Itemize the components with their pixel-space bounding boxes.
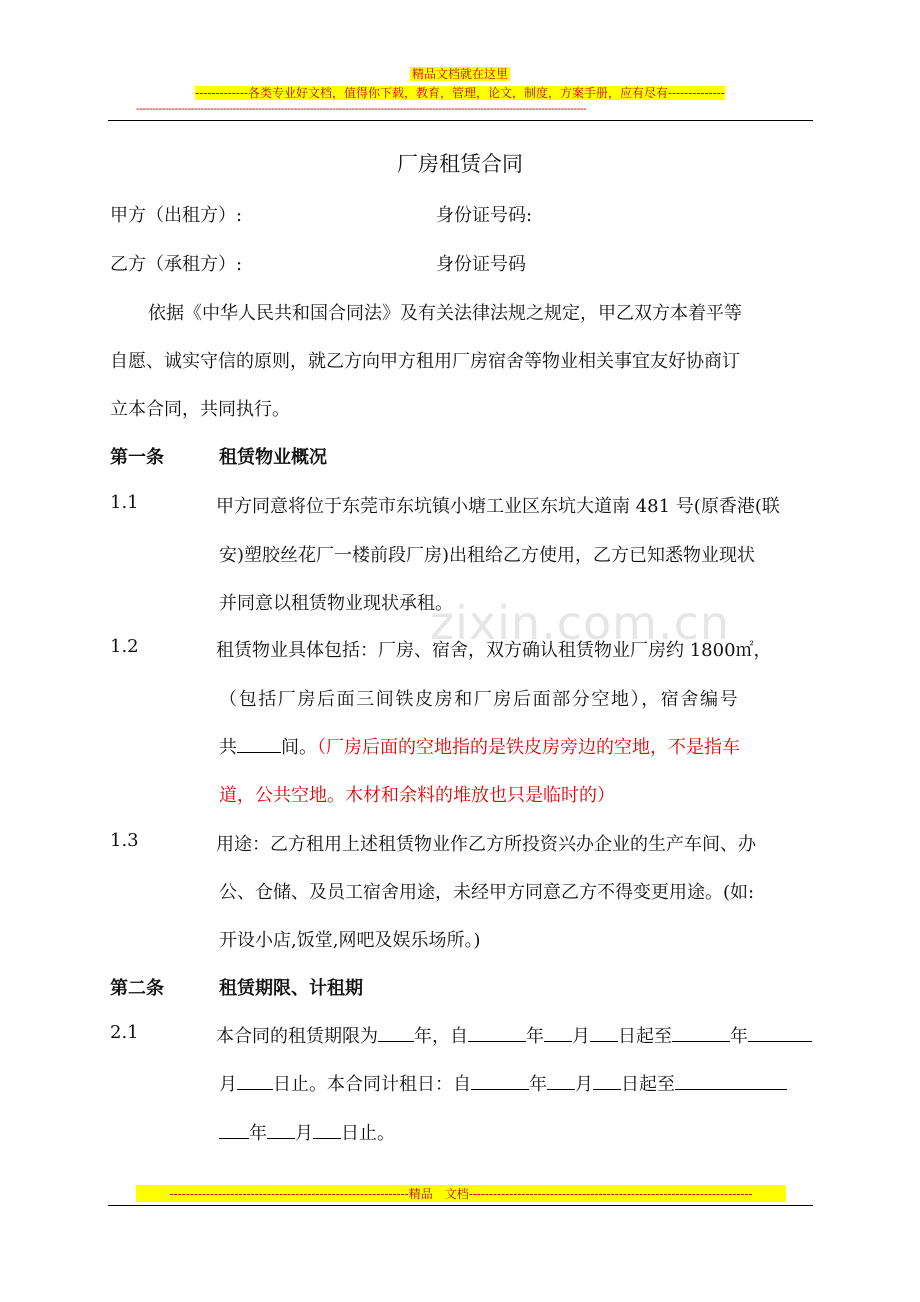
year-label: 年	[730, 1026, 748, 1047]
month-label: 月	[219, 1074, 237, 1095]
clause-1-3-number: 1.3	[110, 830, 139, 851]
clause-1-2-number: 1.2	[110, 636, 139, 657]
footer-banner: -----------------------------------------------------------精品 文档----------------------------------------------------------------------	[136, 1185, 786, 1205]
month-label: 月	[575, 1074, 593, 1095]
clause-1-2-line-3-prefix: 共	[219, 737, 237, 758]
clause-1-2-line-3-suffix: 间。	[281, 737, 317, 758]
month-label: 月	[295, 1123, 313, 1144]
clause-1-2-note-2: 道，公共空地。木材和余料的堆放也只是临时的）	[219, 785, 615, 806]
intro-line-1: 依据《中华人民共和国合同法》及有关法律法规之规定，甲乙双方本着平等	[148, 303, 742, 324]
intro-line-2: 自愿、诚实守信的原则，就乙方向甲方租用厂房宿舍等物业相关事宜友好协商订	[110, 351, 740, 372]
clause-1-2-line-2: （包括厂房后面三间铁皮房和厂房后面部分空地），宿舍编号	[219, 689, 740, 710]
rent-start-month-blank[interactable]	[547, 1071, 575, 1090]
end-day-blank[interactable]	[237, 1071, 273, 1090]
header-rule	[108, 120, 813, 121]
party-b-label: 乙方（承租方）:	[110, 254, 243, 275]
party-b-id-label: 身份证号码	[436, 254, 526, 275]
start-year-blank[interactable]	[468, 1023, 526, 1042]
rent-end-day-blank[interactable]	[313, 1120, 341, 1139]
clause-2-1-line-3	[219, 1119, 395, 1145]
article-2-number: 第二条	[110, 978, 164, 999]
start-month-blank[interactable]	[544, 1023, 572, 1042]
header-banner-title: 精品文档就在这里	[411, 67, 508, 81]
party-a-id-label: 身份证号码:	[436, 205, 533, 226]
end-label: 日止。	[341, 1123, 395, 1144]
rent-end-blank[interactable]	[675, 1071, 787, 1090]
clause-1-3-line-1: 用途：乙方租用上述租赁物业作乙方所投资兴办企业的生产车间、办	[216, 834, 756, 855]
clause-1-1-number: 1.1	[110, 492, 139, 513]
party-a-label: 甲方（出租方）:	[110, 205, 243, 226]
lease-term-label: 本合同的租赁期限为	[216, 1026, 378, 1047]
article-2-title: 租赁期限、计租期	[219, 978, 363, 999]
from-label: 年，自	[414, 1026, 468, 1047]
document-title: 厂房租赁合同	[397, 152, 523, 176]
year-label: 年	[526, 1026, 544, 1047]
footer-rule	[108, 1205, 813, 1206]
header-banner-subtitle: -------------各类专业好文档，值得你下载，教育，管理，论文，制度，方案手册，应有尽有--------------	[195, 86, 725, 100]
watermark: zixin.com.cn	[430, 596, 731, 650]
end-year-blank[interactable]	[672, 1023, 730, 1042]
dorm-count-blank[interactable]	[237, 734, 281, 753]
month-label: 月	[572, 1026, 590, 1047]
rent-start-label: 日止。本合同计租日：自	[273, 1074, 471, 1095]
clause-1-2-line-1: 租赁物业具体包括：厂房、宿舍，双方确认租赁物业厂房约 1800㎡，	[216, 640, 772, 661]
clause-1-2-note-1: （厂房后面的空地指的是铁皮房旁边的空地，不是指车	[317, 737, 740, 758]
until-label: 日起至	[618, 1026, 672, 1047]
until-label: 日起至	[621, 1074, 675, 1095]
article-1-title: 租赁物业概况	[219, 447, 327, 468]
clause-1-2-line-3	[219, 733, 740, 759]
clause-2-1-number: 2.1	[110, 1022, 139, 1043]
clause-1-1-line-3: 并同意以租赁物业现状承租。	[219, 593, 453, 614]
year-label: 年	[249, 1123, 267, 1144]
clause-1-1-line-2: 安)塑胶丝花厂一楼前段厂房)出租给乙方使用，乙方已知悉物业现状	[219, 545, 756, 566]
header-dash-line: --------------------------------------------------------------------------------------------------------------------------------------------	[136, 102, 587, 115]
start-day-blank[interactable]	[590, 1023, 618, 1042]
clause-2-1-line-1	[216, 1022, 812, 1048]
intro-line-3: 立本合同，共同执行。	[110, 399, 290, 420]
lease-years-blank[interactable]	[378, 1023, 414, 1042]
clause-2-1-line-2	[219, 1070, 787, 1096]
year-label: 年	[529, 1074, 547, 1095]
clause-1-3-line-2: 公、仓储、及员工宿舍用途，未经甲方同意乙方不得变更用途。(如:	[219, 882, 755, 903]
end-month-blank[interactable]	[748, 1023, 812, 1042]
clause-1-3-line-3: 开设小店,饭堂,网吧及娱乐场所。)	[219, 930, 481, 951]
rent-end-year-blank[interactable]	[219, 1120, 249, 1139]
clause-1-1-line-1: 甲方同意将位于东莞市东坑镇小塘工业区东坑大道南 481 号(原香港(联	[216, 496, 780, 517]
rent-end-month-blank[interactable]	[267, 1120, 295, 1139]
article-1-number: 第一条	[110, 447, 164, 468]
rent-start-year-blank[interactable]	[471, 1071, 529, 1090]
rent-start-day-blank[interactable]	[593, 1071, 621, 1090]
